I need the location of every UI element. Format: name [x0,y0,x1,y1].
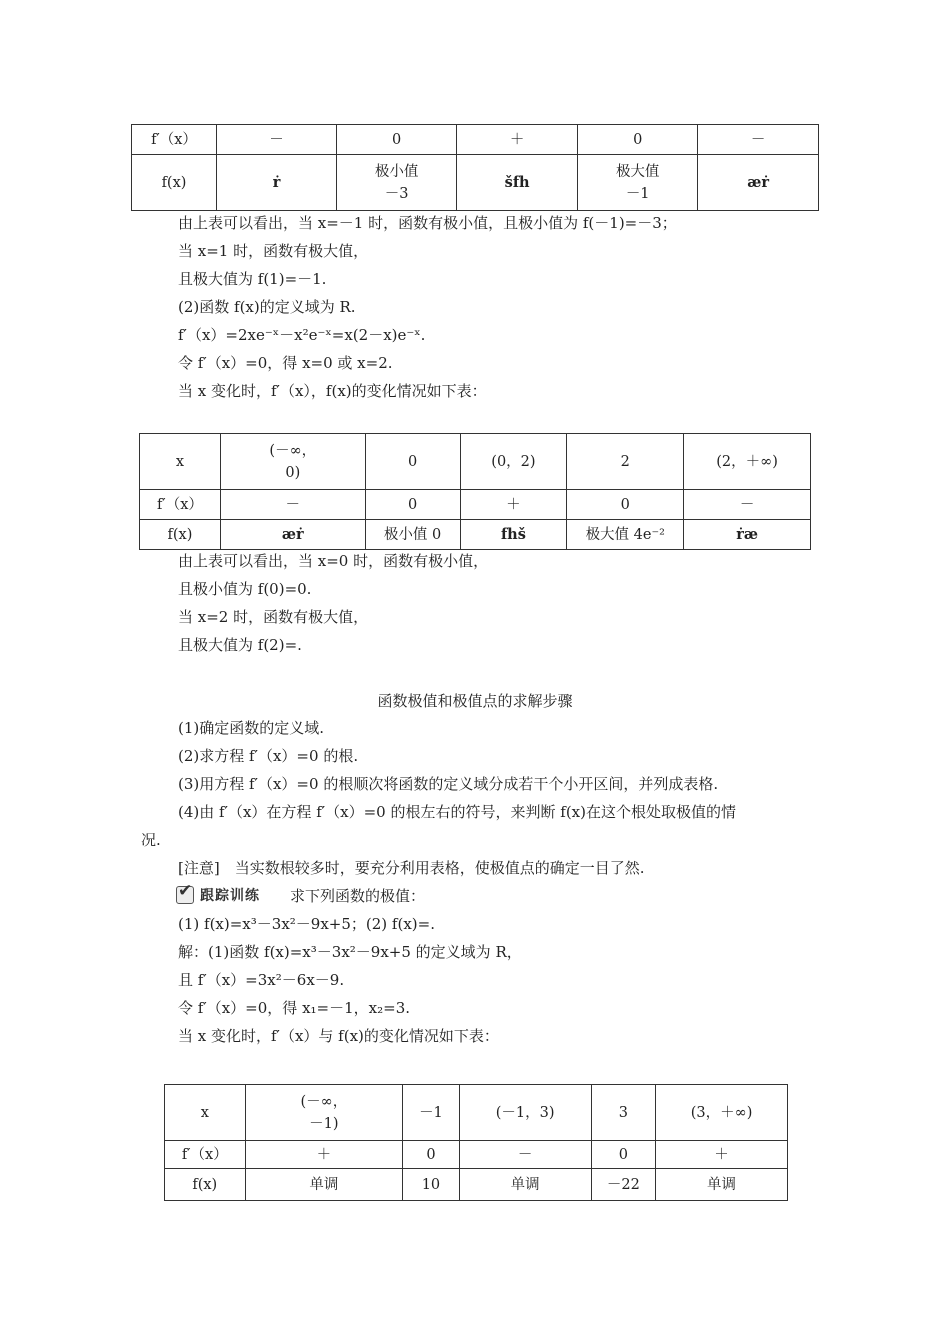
table-row [140,490,811,520]
text-line: 且极大值为 f(1)=－1. [178,270,327,288]
row-label: f′（x） [132,125,217,155]
table-cell: 单调 [459,1169,591,1201]
table-cell: 单调 [656,1169,788,1201]
training-badge [176,881,274,906]
text-line: 解：(1)函数 f(x)=x³－3x²－9x+5 的定义域为 R， [178,943,522,961]
header-cell [220,434,365,490]
step-line: (4)由 f′（x）在方程 f′（x）=0 的根左右的符号，来判断 f(x)在这个根处取极值的情 [178,803,736,821]
cell-text: (－∞， [269,442,317,459]
table-cell [337,155,457,211]
table-cell [217,155,337,211]
header-cell [245,1085,403,1141]
table-cell: fhš [460,520,567,550]
header-cell: (－1，3) [459,1085,591,1141]
table-row [132,155,819,211]
table-cell: － [684,490,811,520]
step-line: (1)确定函数的定义域. [178,719,325,737]
table-cell [698,155,819,211]
table-row [165,1141,788,1169]
step-line: (2)求方程 f′（x）=0 的根. [178,747,359,765]
table-cell: 极小值 0 [365,520,460,550]
text-line: 当 x=1 时，函数有极大值， [178,242,369,260]
table-row [140,434,811,490]
table-cell: ＋ [460,490,567,520]
table-cell: － [698,125,819,155]
text-line: f′（x）=2xe⁻ˣ－x²e⁻ˣ=x(2－x)e⁻ˣ. [178,326,426,344]
table-derivative-1 [131,124,819,211]
table-cell: － [220,490,365,520]
text-line: 且极小值为 f(0)=0. [178,580,312,598]
step-line: 况. [141,831,161,849]
cell-text: šfh [504,173,530,191]
text-line: (1) f(x)=x³－3x²－9x+5；(2) f(x)=. [178,915,435,933]
table-row [140,520,811,550]
text-line: 且极大值为 f(2)=. [178,636,302,654]
header-cell: (2，＋∞) [684,434,811,490]
cell-text: æṙ [747,173,769,191]
table-row [165,1085,788,1141]
table-cell: ＋ [656,1141,788,1169]
table-cell: －22 [591,1169,656,1201]
table-cell: æṙ [220,520,365,550]
header-cell: 0 [365,434,460,490]
cell-text: ṙ [272,173,281,191]
table-cell: ＋ [245,1141,403,1169]
table-cell: 0 [591,1141,656,1169]
table-cell: － [217,125,337,155]
section-title: 函数极值和极值点的求解步骤 [377,692,573,710]
text-line: 当 x 变化时，f′（x）与 f(x)的变化情况如下表： [178,1027,499,1045]
text-line: 当 x 变化时，f′（x），f(x)的变化情况如下表： [178,382,487,400]
header-cell: x [140,434,221,490]
table-cell: 10 [403,1169,460,1201]
row-label: f′（x） [140,490,221,520]
table-derivative-2 [139,433,811,550]
training-prompt: 求下列函数的极值： [290,887,426,905]
header-cell: 3 [591,1085,656,1141]
cell-text: (－∞， [300,1093,348,1110]
text-line: 令 f′（x）=0，得 x=0 或 x=2. [178,354,393,372]
text-line: 且 f′（x）=3x²－6x－9. [178,971,345,989]
table-derivative-3 [164,1084,788,1201]
text-line: 令 f′（x）=0，得 x₁=－1，x₂=3. [178,999,411,1017]
table-cell: 0 [337,125,457,155]
text-line: 由上表可以看出，当 x=0 时，函数有极小值， [178,552,489,570]
table-cell: － [459,1141,591,1169]
cell-text: 极大值 [615,163,660,180]
table-cell: 0 [403,1141,460,1169]
step-line: (3)用方程 f′（x）=0 的根顺次将函数的定义域分成若干个小开区间，并列成表格. [178,775,719,793]
table-cell: ṙæ [684,520,811,550]
table-cell [578,155,698,211]
table-cell: ＋ [457,125,578,155]
text-line: 当 x=2 时，函数有极大值， [178,608,369,626]
table-cell: 0 [365,490,460,520]
row-label: f(x) [132,155,217,211]
cell-text: －3 [384,185,409,202]
cell-text: －1 [625,185,650,202]
row-label: f(x) [140,520,221,550]
header-cell: x [165,1085,246,1141]
cell-text: 极小值 [374,163,419,180]
cell-text: －1) [309,1115,339,1132]
text-line: (2)函数 f(x)的定义域为 R. [178,298,356,316]
checkmark-icon: ✔ [178,881,193,901]
table-cell: 0 [578,125,698,155]
note: [注意] 当实数根较多时，要充分利用表格，使极值点的确定一目了然. [178,859,645,877]
table-cell: 单调 [245,1169,403,1201]
header-cell: 2 [567,434,684,490]
header-cell: (0，2) [460,434,567,490]
row-label: f(x) [165,1169,246,1201]
badge-label: 跟踪训练 [200,888,260,904]
text-line: 由上表可以看出，当 x=－1 时，函数有极小值，且极小值为 f(－1)=－3； [178,214,677,232]
header-cell: (3，＋∞) [656,1085,788,1141]
table-row [132,125,819,155]
header-cell: －1 [403,1085,460,1141]
table-cell: 极大值 4e⁻² [567,520,684,550]
cell-text: 0) [285,464,301,481]
table-row [165,1169,788,1201]
row-label: f′（x） [165,1141,246,1169]
table-cell: 0 [567,490,684,520]
table-cell [457,155,578,211]
